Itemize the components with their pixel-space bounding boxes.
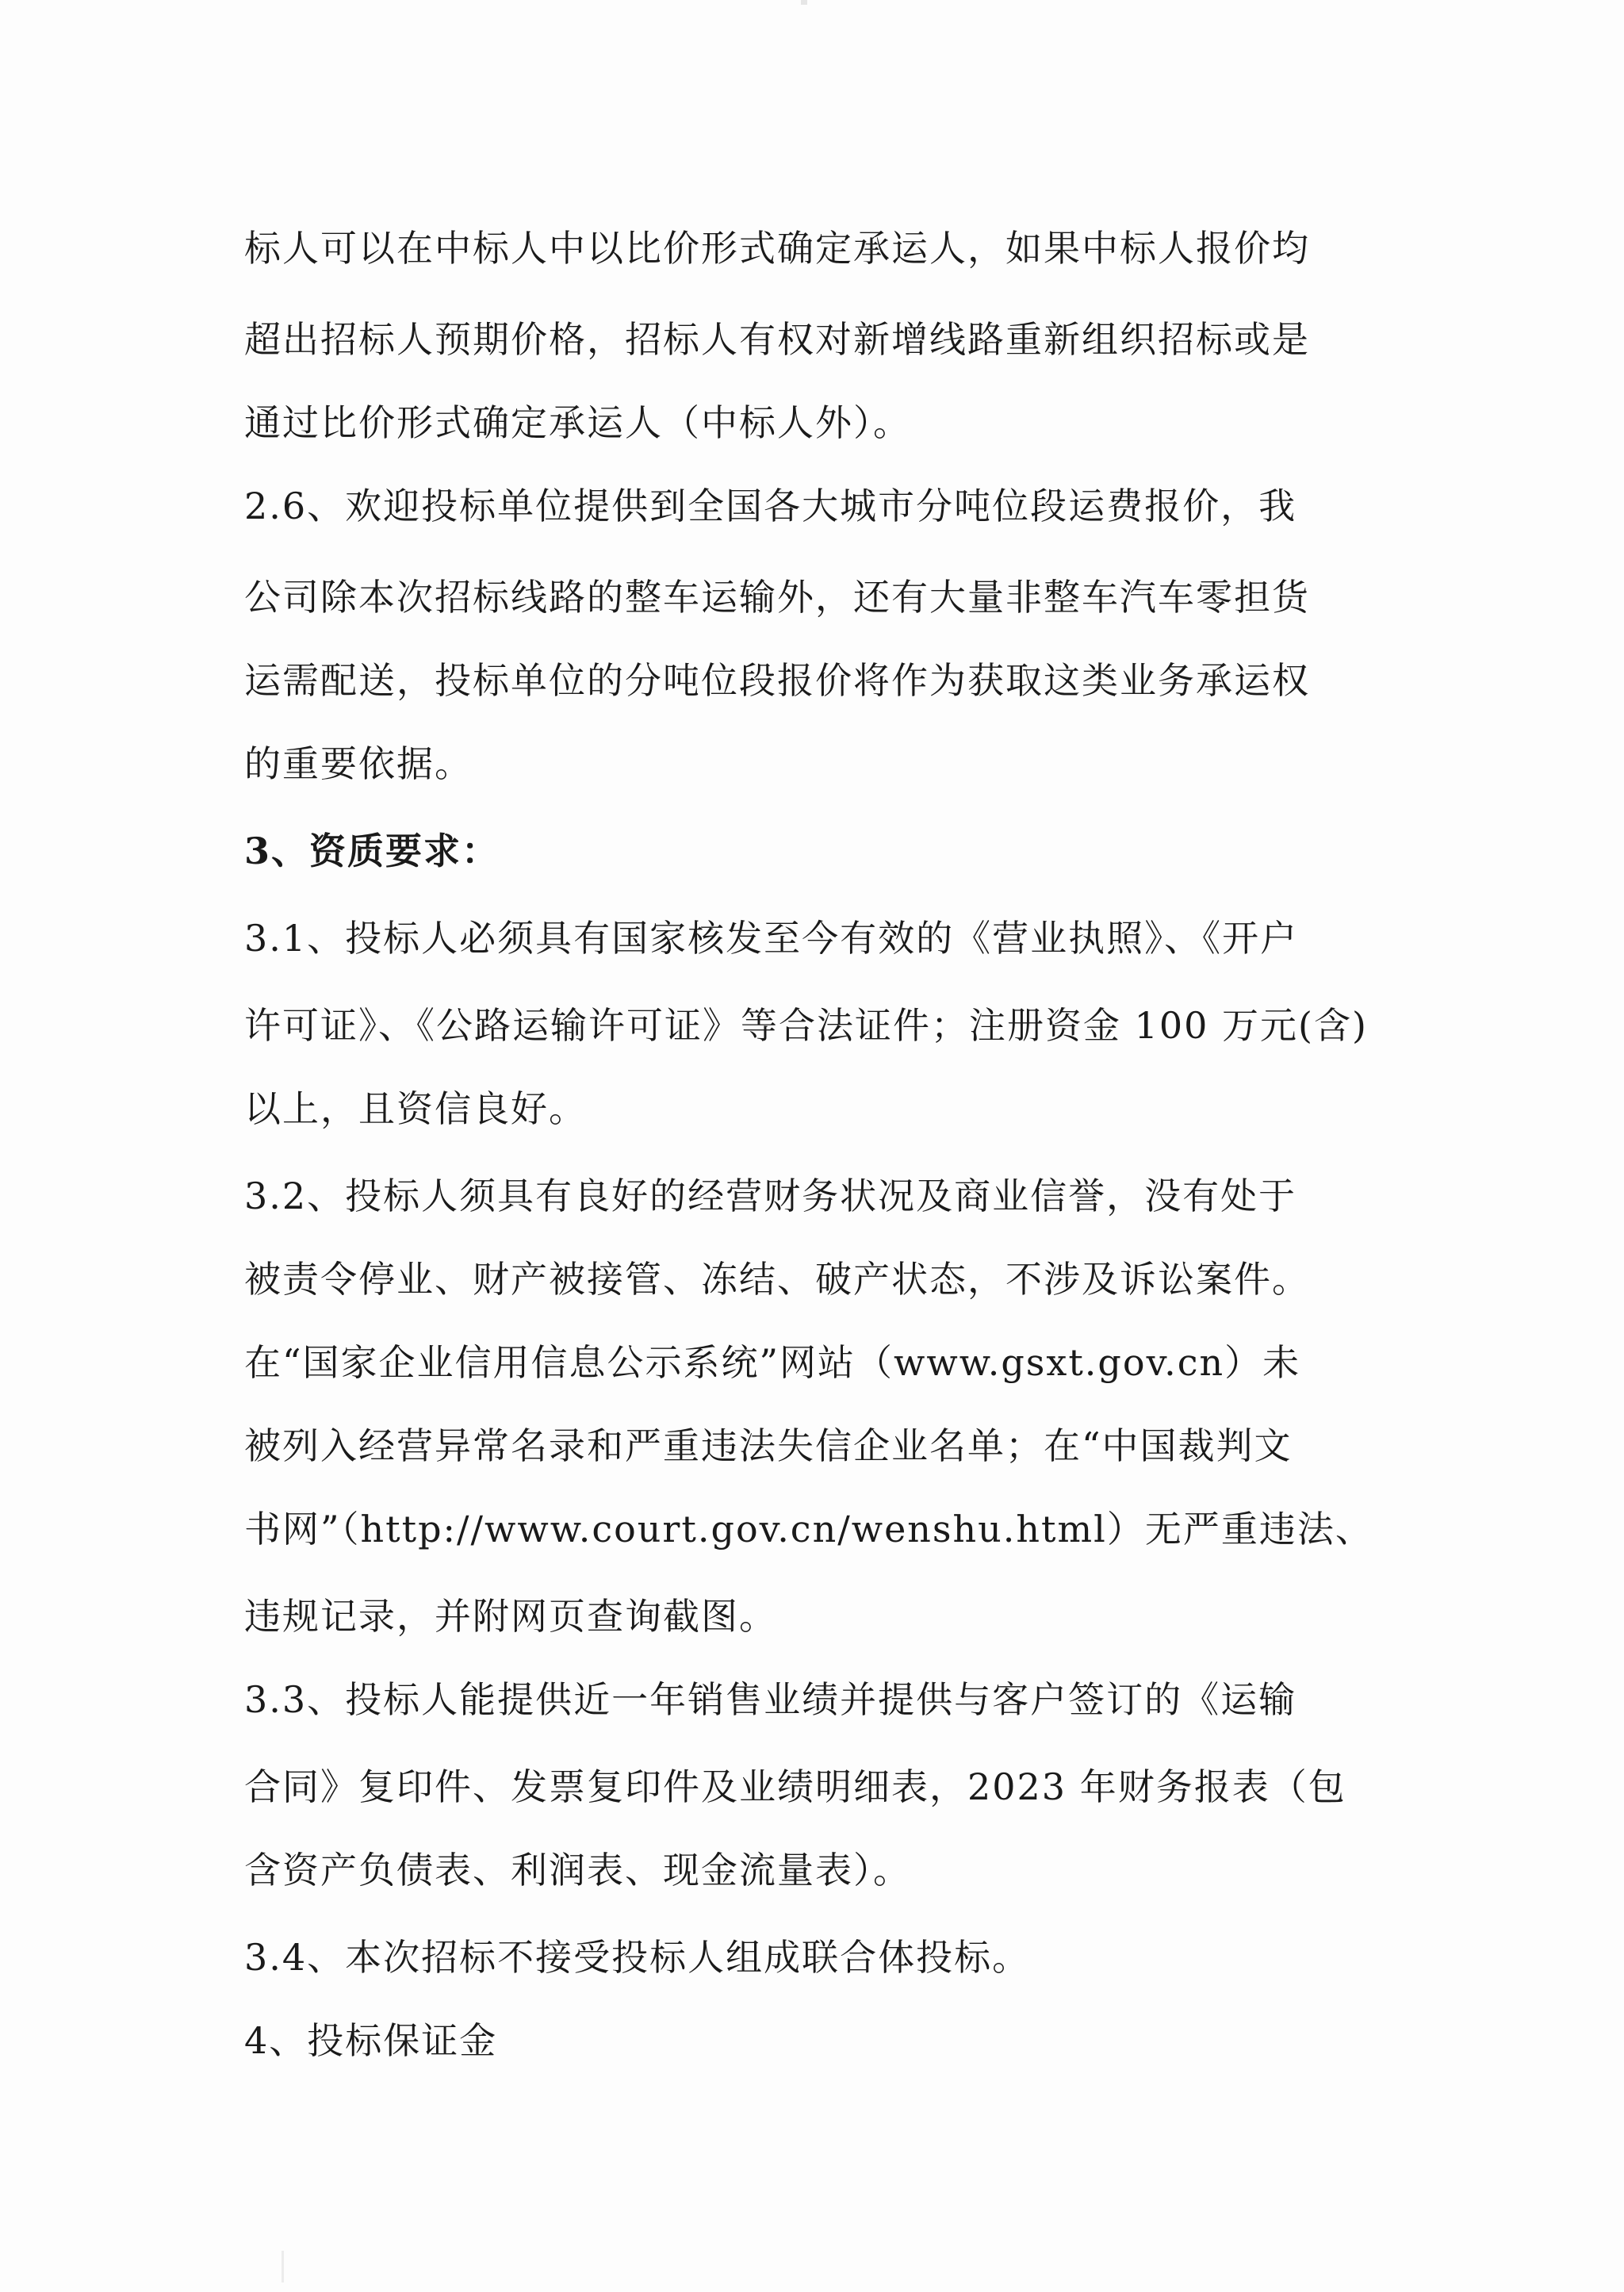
paragraph-line: 3.2、投标人须具有良好的经营财务状况及商业信誉，没有处于 [244,1175,1297,1217]
paragraph-line: 在“国家企业信用信息公示系统”网站（www.gsxt.gov.cn）未 [244,1341,1301,1384]
paragraph-line: 2.6、欢迎投标单位提供到全国各大城市分吨位段运费报价，我 [244,485,1297,527]
paragraph-line: 许可证》、《公路运输许可证》等合法证件；注册资金 100 万元(含) [244,1004,1368,1047]
paragraph-line: 违规记录，并附网页查询截图。 [244,1595,777,1638]
paragraph-line: 标人可以在中标人中以比价形式确定承运人，如果中标人报价均 [244,227,1310,270]
paragraph-line: 书网”（http://www.court.gov.cn/wenshu.html）无严重违法、 [244,1508,1373,1550]
scan-mark [801,0,807,5]
paragraph-line: 合同》复印件、发票复印件及业绩明细表，2023 年财务报表（包 [244,1765,1346,1808]
paragraph-line: 被列入经营异常名录和严重违法失信企业名单；在“中国裁判文 [244,1424,1293,1467]
paragraph-line: 3.1、投标人必须具有国家核发至今有效的《营业执照》、《开户 [244,917,1299,960]
scan-mark [282,2251,284,2282]
paragraph-line: 公司除本次招标线路的整车运输外，还有大量非整车汽车零担货 [244,576,1310,619]
paragraph-line: 以上，且资信良好。 [244,1087,587,1130]
section-heading: 3、资质要求： [244,830,500,872]
paragraph-line: 的重要依据。 [244,742,473,785]
paragraph-line: 通过比价形式确定承运人（中标人外）。 [244,401,911,444]
paragraph-line: 运需配送，投标单位的分吨位段报价将作为获取这类业务承运权 [244,659,1310,702]
paragraph-line: 超出招标人预期价格，招标人有权对新增线路重新组织招标或是 [244,318,1310,361]
paragraph-line: 3.4、本次招标不接受投标人组成联合体投标。 [244,1936,1031,1979]
paragraph-line: 含资产负债表、利润表、现金流量表）。 [244,1849,911,1891]
paragraph-line: 被责令停业、财产被接管、冻结、破产状态，不涉及诉讼案件。 [244,1258,1310,1301]
section-heading: 4、投标保证金 [244,2019,498,2062]
paragraph-line: 3.3、投标人能提供近一年销售业绩并提供与客户签订的《运输 [244,1678,1297,1721]
